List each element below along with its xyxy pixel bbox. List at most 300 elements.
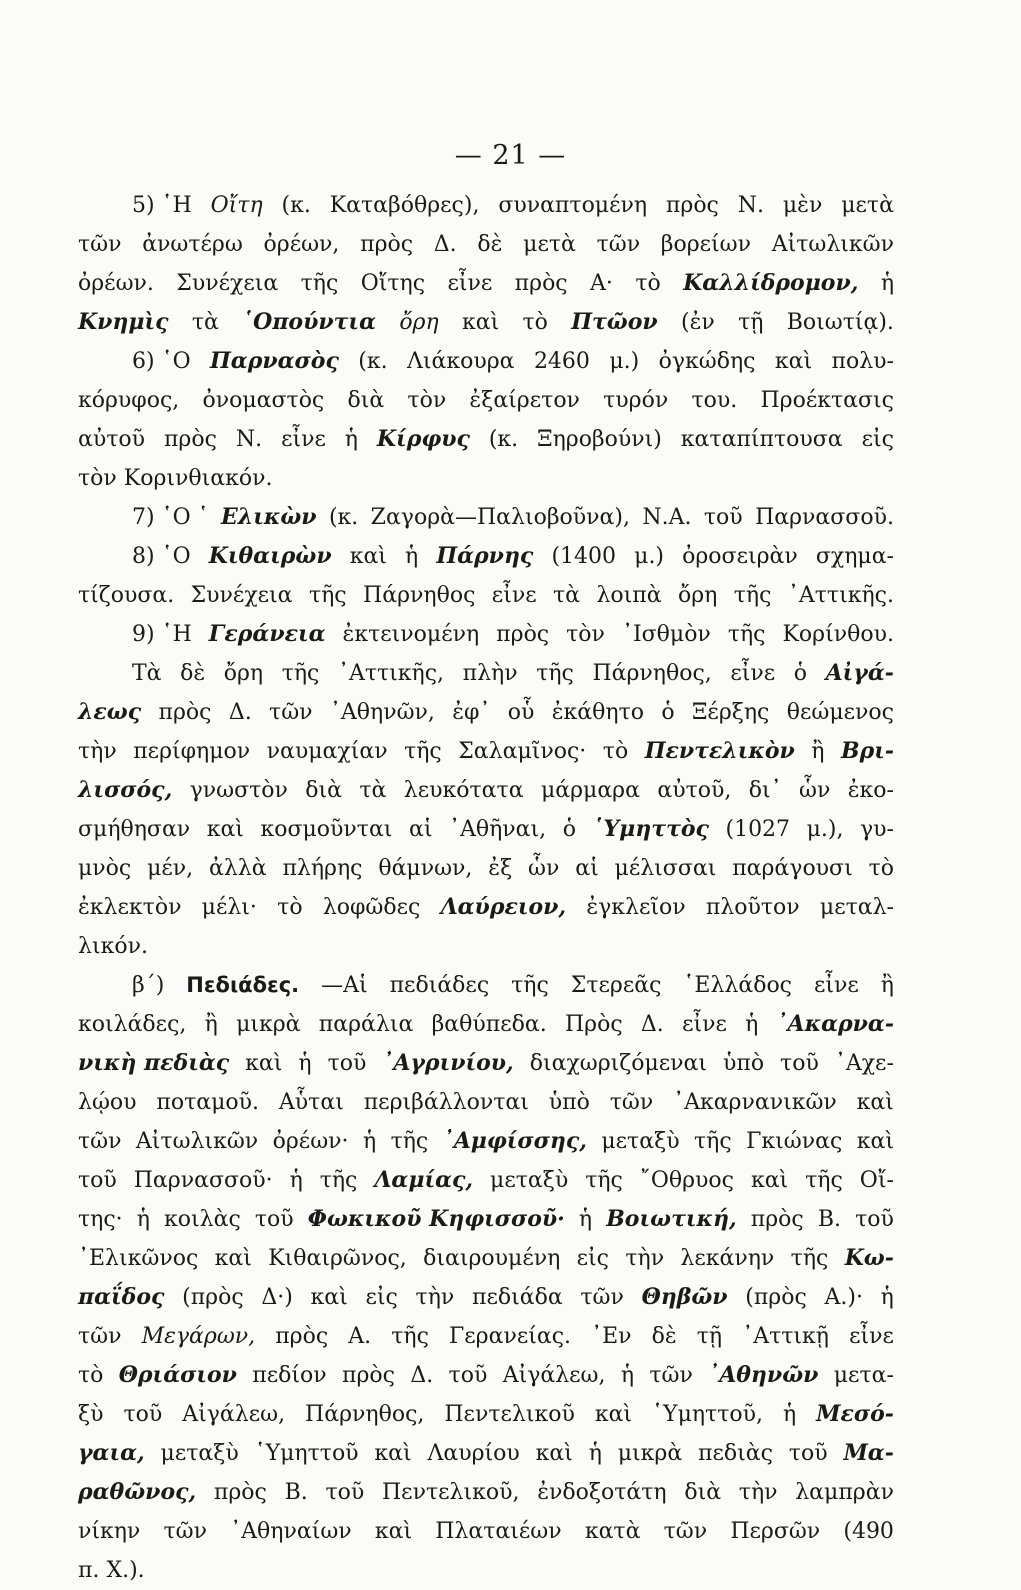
text-word: Ν. — [235, 427, 263, 452]
emphasized-term: Θριάσιον — [118, 1362, 237, 1388]
text-word: διὰ — [684, 1480, 722, 1505]
text-word: πλήρης — [282, 856, 363, 881]
text-word: τοῦ — [703, 505, 743, 530]
text-word: ἐκάθητο — [551, 700, 645, 725]
text-word: τὰ — [553, 583, 581, 608]
text-word: θάμνων, — [378, 856, 473, 881]
text-line — [78, 342, 894, 381]
text-word: γυ- — [860, 817, 894, 842]
text-word: ἡ — [745, 1012, 759, 1037]
text-word: μετα- — [833, 1363, 894, 1388]
text-word: Γερανείας. — [449, 1324, 572, 1349]
text-word: ἐνδοξοτάτη — [537, 1480, 667, 1505]
text-word: πρὸς — [158, 700, 212, 725]
text-word: Αἰτωλικῶν — [135, 1129, 259, 1154]
text-word: πρὸς — [213, 1480, 267, 1505]
emphasized-term: Βρι- — [840, 738, 894, 764]
text-word: τῶν — [78, 1324, 122, 1349]
text-word: εἶνε — [813, 973, 859, 998]
text-word: τῆς — [391, 1324, 429, 1349]
text-word: Γκιώνας — [746, 1129, 843, 1154]
text-word: τοῦ — [855, 1207, 894, 1232]
text-word: λοιπὰ — [596, 583, 662, 608]
text-line — [78, 1122, 894, 1161]
text-word: νίκην — [78, 1519, 141, 1544]
text-word: Λιάκουρα — [407, 349, 515, 374]
text-word: ᾿Ελικῶνος — [78, 1246, 199, 1271]
text-word: ἡ — [298, 1051, 312, 1076]
text-word: ὄρη — [677, 583, 718, 608]
text-word: Συνέχεια — [176, 271, 279, 296]
text-word: τῆς — [308, 583, 347, 608]
text-word: καὶ — [774, 349, 813, 374]
text-word: μεταξὺ — [160, 1441, 239, 1466]
text-word: ἡ — [405, 544, 419, 569]
text-word: πρὸς — [496, 622, 550, 647]
text-word: ῾Υμηττοῦ — [254, 1441, 359, 1466]
text-word: ἀλλὰ — [209, 856, 267, 881]
text-word: πρὸς — [750, 1207, 804, 1232]
text-line — [78, 888, 894, 927]
text-word: ὁ — [661, 700, 675, 725]
text-word: 9) ῾Η — [132, 622, 192, 647]
text-line — [78, 459, 894, 498]
text-word: Λαυρίου — [427, 1441, 520, 1466]
text-word: τὴν — [738, 1480, 778, 1505]
text-word: Πρὸς — [564, 1012, 623, 1037]
text-word: Δ. — [410, 1363, 434, 1388]
body-text — [78, 186, 894, 1590]
text-word: ᾿Αθηνῶν, — [329, 700, 435, 725]
text-word: μνὸς — [78, 856, 132, 881]
text-word: τὸ — [868, 856, 894, 881]
text-word: καὶ — [750, 1168, 789, 1193]
text-word: μ.) — [609, 349, 640, 374]
text-word: περίφημον — [133, 739, 251, 764]
text-word: ῾Υμηττοῦ, — [652, 1402, 764, 1427]
emphasized-term: Πτῶον — [571, 309, 658, 335]
text-word: ᾿Ισθμὸν — [621, 622, 711, 647]
text-word: καὶ — [594, 1402, 633, 1427]
text-word: δὲ — [180, 661, 206, 686]
text-word: 2460 — [533, 349, 590, 374]
text-word: ὧν — [799, 778, 831, 803]
text-word: ἡ — [362, 1129, 377, 1154]
text-word: πλοῦτον — [705, 895, 800, 920]
text-word: Οἴτης — [360, 271, 426, 296]
text-word: μάρμαρα — [540, 778, 640, 803]
text-word: ἐξ — [488, 856, 513, 881]
text-word: τοῦ — [123, 1402, 163, 1427]
text-word: Β. — [817, 1207, 841, 1232]
text-word: τὸ — [78, 1363, 104, 1388]
text-word: ἐκο- — [847, 778, 894, 803]
text-word: ἐκτεινομένη — [342, 622, 480, 647]
text-word: τῶν — [163, 1519, 207, 1544]
text-word: τῆς — [281, 661, 320, 686]
text-word: Πάρνηθος, — [305, 1402, 425, 1427]
emphasized-term: παΐδος — [78, 1284, 165, 1310]
text-word: εἶνε — [849, 1324, 894, 1349]
emphasized-term: ᾿Αθηνῶν — [708, 1362, 819, 1388]
emphasized-term: Αἰγά- — [825, 660, 894, 686]
text-word: τίζουσα. — [78, 583, 175, 608]
text-word: Τὰ — [132, 661, 162, 686]
text-word: Βοιωτίᾳ). — [786, 310, 894, 335]
text-word: Παρνασσοῦ. — [755, 505, 894, 530]
emphasized-term: Παρνασὸς — [210, 348, 339, 374]
text-word: τὰ — [191, 310, 219, 335]
text-word: τυρόν — [603, 388, 669, 413]
text-word: Αἰγάλεω, — [502, 1363, 606, 1388]
text-word: ἀνωτέρω — [142, 232, 243, 257]
text-word: περιβάλλονται — [363, 1090, 529, 1115]
emphasized-term: Καλλίδρομον, — [683, 270, 859, 296]
text-word: τῶν — [78, 232, 122, 257]
text-word: τοῦ — [327, 1051, 367, 1076]
text-word: 6) ῾Ο — [132, 349, 191, 374]
text-word: καὶ — [535, 1441, 573, 1466]
text-word: τῆς — [404, 739, 442, 764]
text-word: τῶν — [609, 1090, 654, 1115]
text-word: Α.)· — [824, 1285, 863, 1310]
text-word: Β. — [284, 1480, 308, 1505]
text-word: ᾿Αχε- — [834, 1051, 894, 1076]
text-word: εἶνε — [682, 1012, 727, 1037]
text-word: τοῦ — [448, 1363, 488, 1388]
text-word: καταπίπτουσα — [680, 427, 843, 452]
text-word: ἐκλεκτὸν — [78, 895, 182, 920]
text-word: τῆς — [790, 1246, 829, 1271]
text-word: της· — [78, 1207, 123, 1232]
text-word: τῆς — [694, 1129, 732, 1154]
text-word: μετὰ — [523, 232, 576, 257]
emphasized-term: νικὴ πεδιὰς — [78, 1050, 230, 1076]
text-word: ὁ — [793, 661, 807, 686]
emphasized-term: ᾿Αμφίσσης, — [442, 1128, 587, 1154]
text-word: ᾿Ακαρνανικῶν — [673, 1090, 837, 1115]
text-word: τῆς — [733, 583, 772, 608]
text-word: λῴου — [78, 1090, 137, 1115]
emphasized-term: λισσός, — [78, 777, 173, 803]
text-word: σμήθησαν — [78, 817, 191, 842]
text-word: λικόν. — [78, 934, 148, 959]
emphasized-term: ραθῶνος, — [78, 1479, 197, 1505]
text-word: κατὰ — [584, 1519, 641, 1544]
text-word: τῇ — [738, 310, 764, 335]
text-word: καὶ — [214, 1246, 252, 1271]
emphasized-term: λεως — [78, 699, 142, 725]
text-word: τῶν — [663, 1519, 708, 1544]
text-word: Ν. — [737, 193, 764, 218]
text-word: θεώμενος — [786, 700, 894, 725]
text-word: τὰ — [359, 778, 387, 803]
text-word: ὄρη — [223, 661, 264, 686]
text-word: Σαλαμῖνος· — [458, 739, 587, 764]
emphasized-term: Βοιωτική, — [606, 1206, 737, 1232]
text-word: εἰς — [861, 427, 894, 452]
emphasized-term: Οἴτη — [210, 193, 263, 218]
text-word: 8) ῾Ο — [132, 544, 191, 569]
text-word: ἡ — [289, 1168, 303, 1193]
text-word: αὐτοῦ — [78, 427, 146, 452]
text-word: β´) — [132, 973, 165, 998]
text-word: λευκότατα — [403, 778, 524, 803]
text-word: πρὸς — [275, 1324, 329, 1349]
emphasized-term: Λαύρειον, — [440, 894, 567, 920]
text-line — [78, 498, 894, 537]
text-word: τοῦ — [78, 1168, 117, 1193]
emphasized-term: ᾿Ακαρνα- — [776, 1011, 894, 1037]
text-word: τῆς — [319, 1168, 358, 1193]
text-line — [78, 1200, 894, 1239]
text-word: (κ. — [488, 427, 519, 452]
text-word: πρὸς — [665, 193, 719, 218]
text-line — [78, 1317, 894, 1356]
text-word: τὸ — [635, 271, 661, 296]
text-word: μέλισσαι — [614, 856, 717, 881]
text-word: ξὺ — [78, 1402, 104, 1427]
text-word: Δ. — [640, 1012, 664, 1037]
text-word: τῶν — [596, 232, 641, 257]
text-line — [78, 537, 894, 576]
text-word: τῆς — [536, 661, 574, 686]
text-word: Ζαγορὰ—Παλιοβοῦνα), — [370, 505, 630, 530]
text-word: διὰ — [305, 778, 343, 803]
text-word: ὀγκώδης — [658, 349, 756, 374]
text-word: βαθύπεδα. — [431, 1012, 547, 1037]
text-word: Στερεᾶς — [570, 973, 662, 998]
text-word: ὀρέων. — [78, 271, 154, 296]
emphasized-term: Πεντελικὸν — [644, 738, 795, 764]
text-word: τὸν — [407, 388, 447, 413]
text-word: ὑπὸ — [548, 1090, 590, 1115]
text-word: (κ. — [281, 193, 311, 218]
text-line — [78, 1044, 894, 1083]
text-word: Πεντελικοῦ, — [382, 1480, 520, 1505]
text-word: ᾿Αττικῆς. — [787, 583, 894, 608]
text-word: τῆς — [805, 1168, 843, 1193]
text-word: ποταμοῦ. — [156, 1090, 260, 1115]
text-word: μεταξὺ — [490, 1168, 569, 1193]
text-word: λοφῶδες — [322, 895, 421, 920]
text-word: τῶν — [580, 1285, 624, 1310]
text-word: εἰς — [365, 1285, 398, 1310]
text-word: εἶνε — [730, 661, 776, 686]
text-word: συναπτομένη — [498, 193, 648, 218]
emphasized-term: ῾Υμηττὸς — [592, 816, 709, 842]
text-line — [78, 966, 894, 1005]
text-line — [78, 186, 894, 225]
text-word: τὸν — [566, 622, 605, 647]
text-word: καὶ — [206, 817, 244, 842]
text-word: Προέκτασις — [760, 388, 894, 413]
emphasized-term: Λαμίας, — [374, 1167, 474, 1193]
text-line — [78, 264, 894, 303]
text-word: τῆς — [727, 622, 766, 647]
text-word: μικρὰ — [617, 1441, 683, 1466]
text-word: ἐγκλεῖον — [586, 895, 686, 920]
text-word: ᾿Αθῆναι, — [448, 817, 547, 842]
text-word: καὶ — [461, 310, 500, 335]
text-word: ὧν — [528, 856, 560, 881]
text-word: τὸν Κορινθιακόν. — [78, 466, 273, 491]
text-line — [78, 1278, 894, 1317]
text-word: ὀροσειρὰν — [682, 544, 798, 569]
text-word: Περσῶν — [730, 1519, 821, 1544]
text-word: ἡ — [783, 1402, 797, 1427]
emphasized-term: Πεδιάδες. — [186, 973, 300, 997]
text-word: (490 — [843, 1519, 894, 1544]
text-word: —Αἱ — [321, 973, 368, 998]
text-word: Καταβόθρες), — [329, 193, 480, 218]
text-word: Πλαταιέων — [435, 1519, 562, 1544]
emphasized-term: Κιθαιρὼν — [208, 543, 332, 569]
text-word: Αἰγάλεω, — [182, 1402, 286, 1427]
emphasized-term: Μεσό- — [816, 1401, 894, 1427]
text-word: δι᾿ — [748, 778, 782, 803]
text-word: Παρνασσοῦ· — [133, 1168, 273, 1193]
text-word: τὸ — [602, 739, 629, 764]
text-word: ᾿Αττικῇ — [742, 1324, 829, 1349]
text-word: ἐφ᾿ — [452, 700, 491, 725]
emphasized-term: ὄρη — [399, 310, 439, 335]
text-word: (κ. — [328, 505, 359, 530]
text-line — [78, 1161, 894, 1200]
text-word: κοιλὰς — [164, 1207, 241, 1232]
text-word: πρὸς — [360, 232, 414, 257]
text-word: ἡ — [880, 271, 894, 296]
text-word: οὗ — [507, 700, 535, 725]
text-line — [78, 771, 894, 810]
text-word: ἡ — [136, 1207, 150, 1232]
text-word: Δ. — [228, 700, 252, 725]
emphasized-term: ῾Οπούντια — [242, 309, 377, 335]
text-word: (πρὸς — [182, 1285, 244, 1310]
text-word: ἡ — [620, 1363, 635, 1388]
text-word: λαμπρὰν — [795, 1480, 894, 1505]
text-line — [78, 1239, 894, 1278]
emphasized-term: Πάρνης — [436, 543, 534, 569]
text-word: του. — [691, 388, 738, 413]
text-word: Κορίνθου. — [782, 622, 894, 647]
text-word: πεδιὰς — [698, 1441, 773, 1466]
text-word: καὶ — [374, 1441, 412, 1466]
text-word: πλὴν — [462, 661, 518, 686]
text-word: Δ·) — [261, 1285, 293, 1310]
text-word: Πάρνηθος — [363, 583, 476, 608]
text-word: κοιλάδες, — [78, 1012, 187, 1037]
text-word: ἡ — [588, 1441, 602, 1466]
text-word: ὀνομαστὸς — [202, 388, 325, 413]
text-word: ῎Οθρυος — [639, 1168, 734, 1193]
text-word: εἶνε — [281, 427, 326, 452]
text-word: αἱ — [408, 817, 433, 842]
text-word: (1400 — [551, 544, 617, 569]
text-word: μέν, — [147, 856, 194, 881]
text-line — [78, 693, 894, 732]
text-word: πολυ- — [831, 349, 894, 374]
text-word: 7) ῾Ο ῾ — [132, 505, 209, 530]
text-word: Συνέχεια — [190, 583, 293, 608]
text-word: π. Χ.). — [78, 1558, 145, 1583]
text-word: 5) ῾Η — [132, 193, 192, 218]
text-word: (ἐν — [681, 310, 715, 335]
text-word: Αἰτωλικῶν — [771, 232, 894, 257]
text-line — [78, 732, 894, 771]
text-line — [78, 810, 894, 849]
text-line — [78, 1005, 894, 1044]
emphasized-term: γαια, — [78, 1440, 145, 1466]
text-word: αἱ — [575, 856, 599, 881]
text-word: γνωστὸν — [189, 778, 288, 803]
text-word: τῆς — [511, 973, 549, 998]
text-word: διαιρουμένη — [423, 1246, 561, 1271]
text-word: Αὗται — [278, 1090, 344, 1115]
text-word: καὶ — [856, 1129, 894, 1154]
text-word: Α. — [348, 1324, 372, 1349]
text-word: τὴν — [415, 1285, 455, 1310]
text-word: μικρὰ — [236, 1012, 301, 1037]
text-line — [78, 1434, 894, 1473]
text-word: τὸ — [277, 895, 303, 920]
text-word: τὴν — [625, 1246, 665, 1271]
text-word: ὁ — [562, 817, 576, 842]
text-word: Α· — [590, 271, 613, 296]
text-line — [78, 381, 894, 420]
text-word: καὶ — [349, 544, 387, 569]
text-word: Ξηροβούνι) — [537, 427, 662, 452]
text-word: (1027 — [725, 817, 791, 842]
text-word: μετὰ — [841, 193, 894, 218]
text-word: Οἴ- — [859, 1168, 894, 1193]
text-line — [78, 654, 894, 693]
text-word: παράλια — [318, 1012, 414, 1037]
text-word: εἶνε — [491, 583, 537, 608]
text-word: ᾿Αθηναίων — [230, 1519, 352, 1544]
text-word: ἐξαίρετον — [469, 388, 580, 413]
emphasized-term: Φωκικοῦ Κηφισσοῦ· — [307, 1206, 565, 1232]
text-word: τῇ — [696, 1324, 723, 1349]
text-word: ἢ — [880, 973, 894, 998]
emphasized-term: Μα- — [843, 1440, 894, 1466]
text-word: παράγουσι — [732, 856, 853, 881]
text-word: (κ. — [358, 349, 388, 374]
text-word: πρὸς — [514, 271, 568, 296]
emphasized-term: ᾿Αγρινίου, — [382, 1050, 514, 1076]
text-word: ἡ — [880, 1285, 894, 1310]
text-word: τὴν — [78, 739, 117, 764]
text-word: εἰς — [576, 1246, 609, 1271]
text-word: τῶν — [269, 700, 313, 725]
text-word: Δ. — [433, 232, 457, 257]
text-word: μεταξὺ — [601, 1129, 680, 1154]
text-line — [78, 576, 894, 615]
text-line — [78, 615, 894, 654]
text-word: μ.) — [634, 544, 665, 569]
text-word: τῆς — [390, 1129, 429, 1154]
text-word: ἢ — [811, 739, 825, 764]
text-word: Κιθαιρῶνος, — [268, 1246, 407, 1271]
text-line — [78, 1356, 894, 1395]
emphasized-term: Γεράνεια — [208, 621, 326, 647]
text-word: μεταλ- — [819, 895, 894, 920]
text-word: πρὸς — [342, 1363, 395, 1388]
text-word: τοῦ — [325, 1480, 365, 1505]
emphasized-term: Μεγάρων, — [141, 1324, 256, 1349]
text-word: εἶνε — [447, 271, 493, 296]
text-word: ἡ — [578, 1207, 593, 1232]
